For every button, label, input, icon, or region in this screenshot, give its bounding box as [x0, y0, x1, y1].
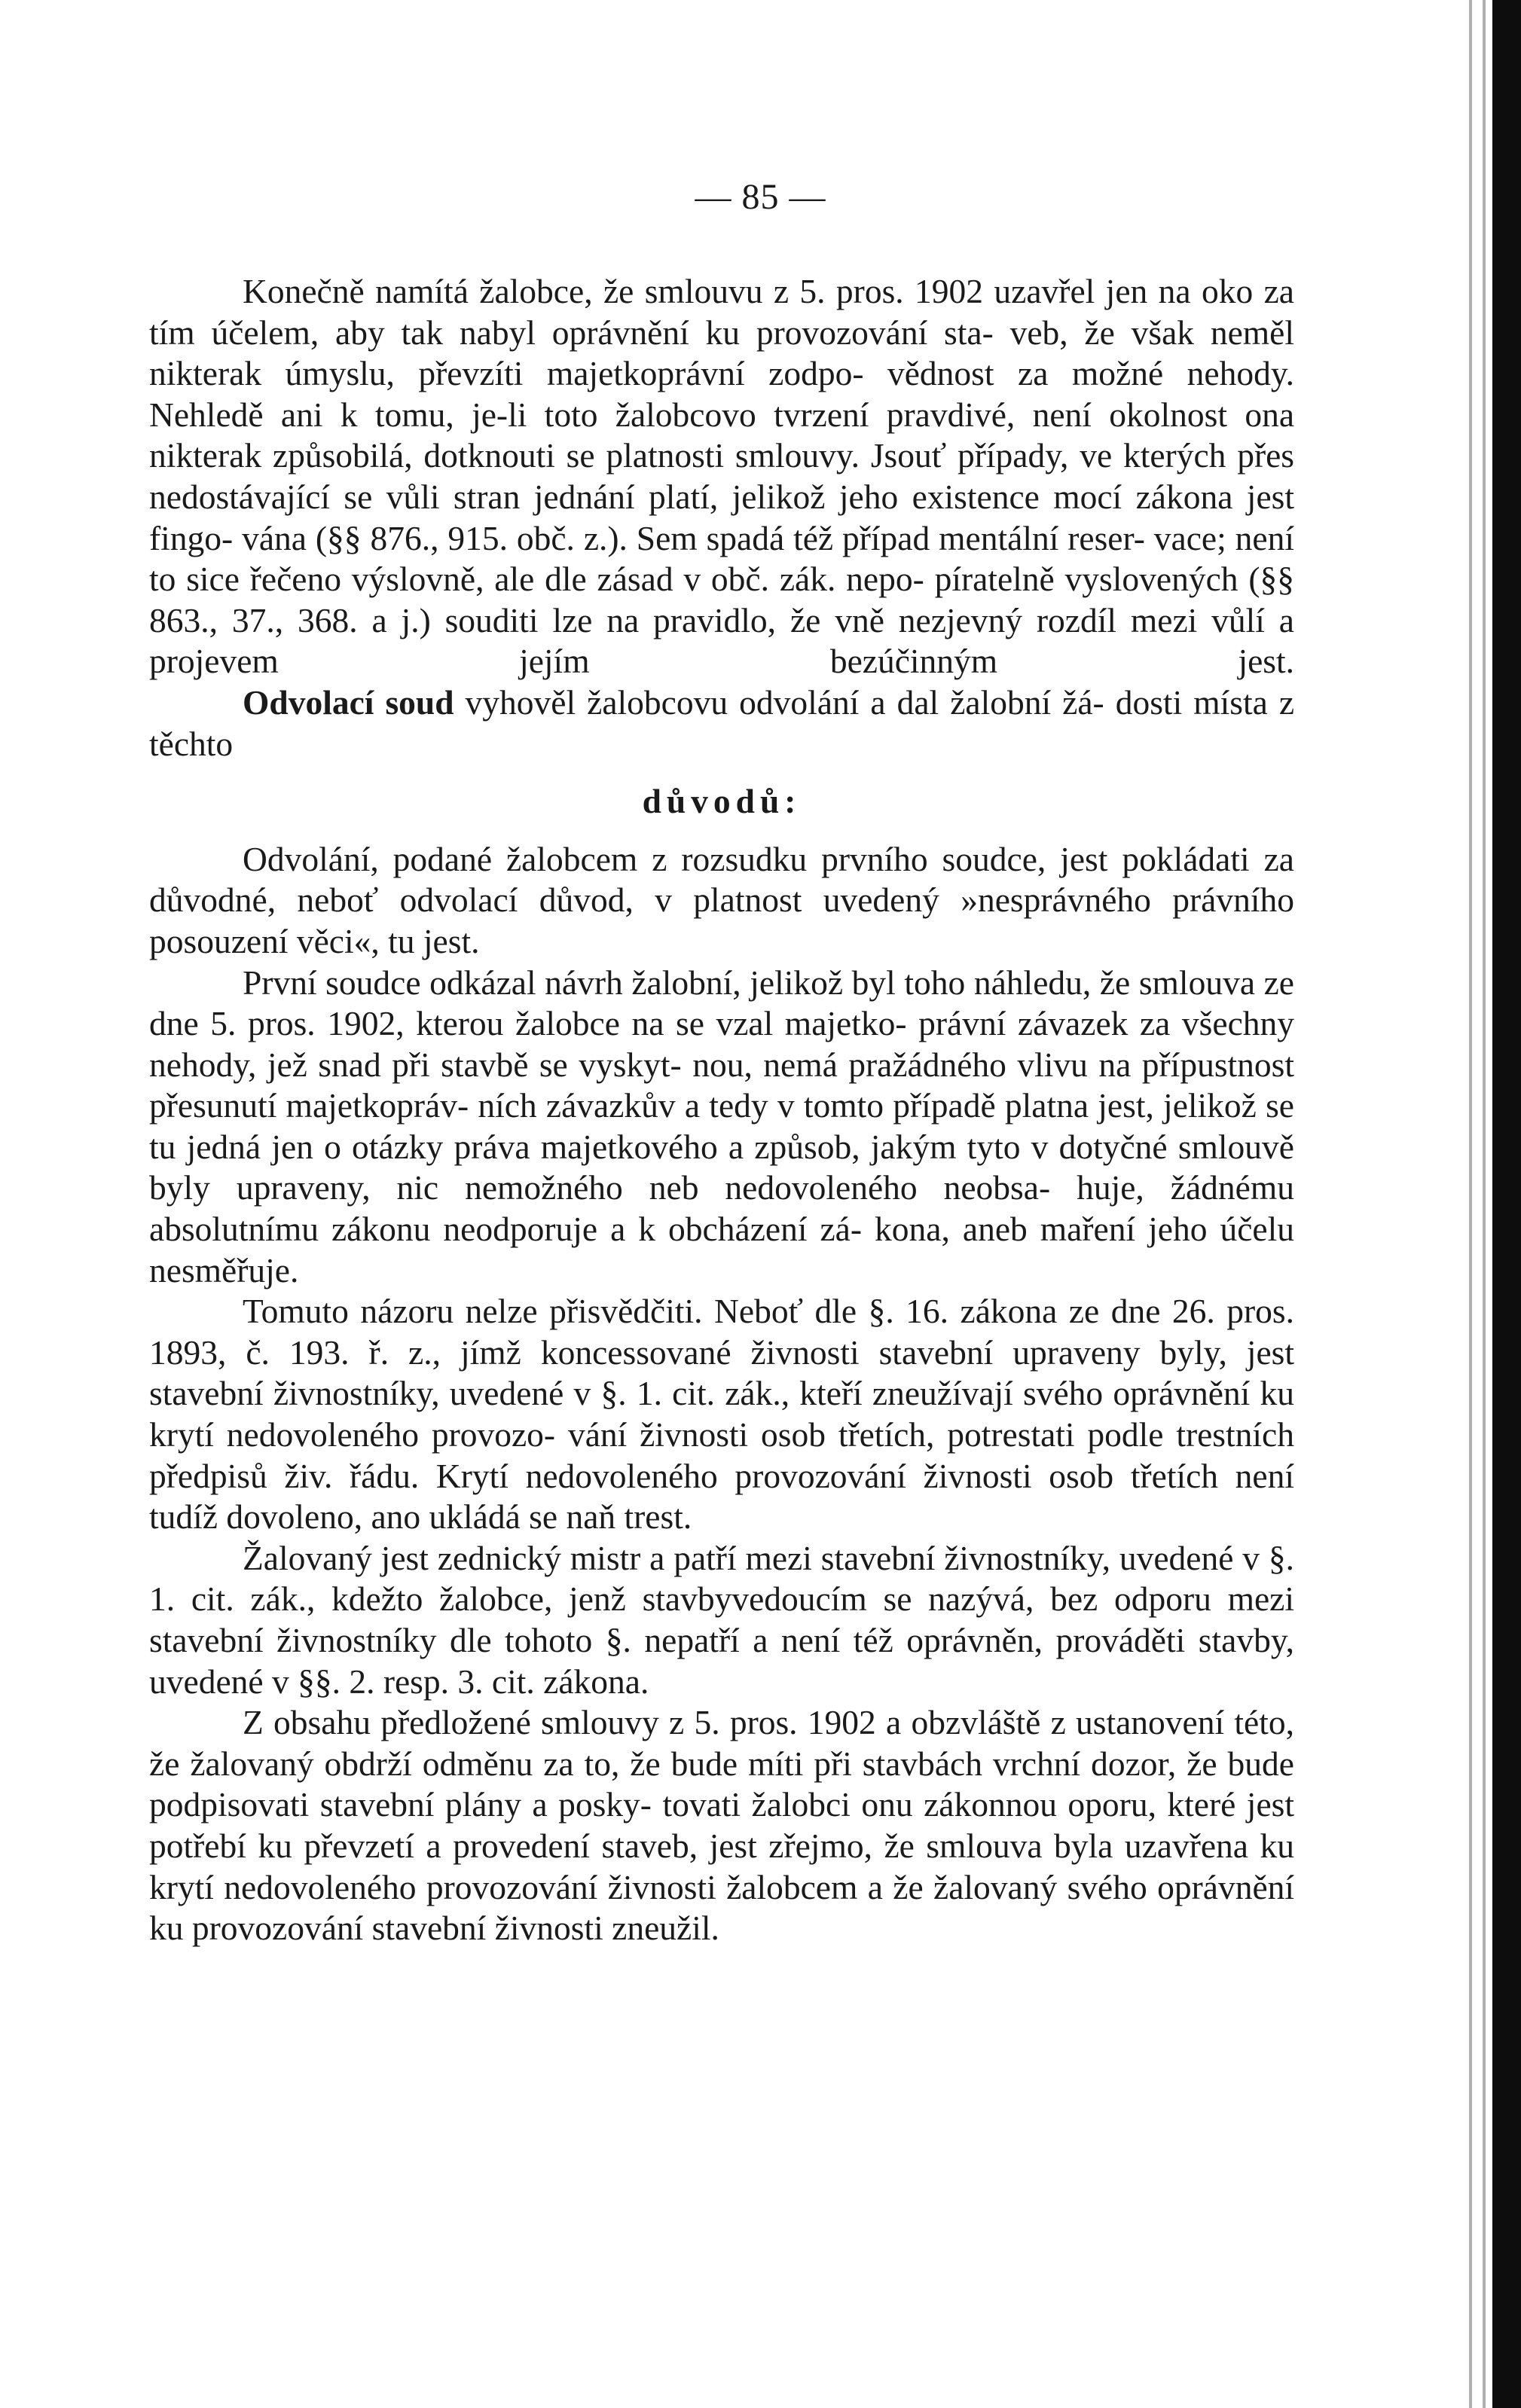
section-heading: důvodů: [642, 782, 802, 821]
text-line: píratelně vyslovených (§§ 863., 37., 368. a j.) souditi lze na pravidlo, [149, 560, 1294, 639]
text-line: Konečně namítá žalobce, že smlouvu z 5. pros. 1902 uzavřel jen [243, 272, 1148, 310]
scan-dark-edge [1492, 0, 1521, 2408]
text-line: kteří zneužívají svého oprávnění ku krytí nedovoleného provozo- [149, 1374, 1295, 1454]
text-line: vůli stran jednání platí, jelikož jeho existence mocí zákona jest fingo- [149, 477, 1294, 557]
text-line: vání živnosti osob třetích, potrestati podle trestních předpisů živ. [149, 1415, 1294, 1495]
text-line: že vně nezjevný rozdíl mezi vůlí a projevem jejím bezúčinným jest. [149, 600, 1294, 681]
text-line: zákona. [543, 1662, 649, 1701]
text-line: a není též oprávněn, prováděti stavby, uvedené v §§. 2. resp. 3. cit. [149, 1621, 1294, 1701]
text-line: uvedené v §. 1. cit. zák., kdežto žalobce, jenž stavbyvedoucím se [149, 1538, 1294, 1619]
paragraph [149, 839, 1294, 963]
text-line: stavbách vrchní dozor, že bude podpisovati stavební plány a posky- [149, 1744, 1294, 1824]
text-line: Tomuto názoru nelze přisvědčiti. Neboť dle §. 16. zákona ze [243, 1292, 1100, 1331]
text-line: tudíž dovoleno, ano ukládá se naň trest. [149, 1497, 692, 1537]
paragraph [149, 271, 1294, 682]
text-line: veb, že však neměl nikterak úmyslu, převzíti majetkoprávní zodpo- [149, 313, 1294, 393]
text-line: »nesprávného právního posouzení věci«, tu jest. [149, 880, 1295, 960]
lead-phrase: Odvolací soud [243, 682, 454, 722]
text-line: smlouvě byly upraveny, nic nemožného neb nedovoleného neobsa- [149, 1127, 1294, 1207]
text-line: vědnost za možné nehody. Nehledě ani k tomu, je-li toto žalobcovo [149, 354, 1294, 434]
scan-edge-line [1469, 0, 1472, 2408]
scan-edge-line [1483, 0, 1486, 2408]
text-line: ních závazkův a tedy v tomto případě platna jest, jelikož se tu jedná [149, 1086, 1294, 1166]
paragraph [149, 963, 1294, 1292]
text-line: vyhověl žalobcovu odvolání a dal žalobní žá- [454, 682, 1104, 722]
paragraph [149, 682, 1294, 765]
text-line: řádu. Krytí nedovoleného provozování živnosti osob třetích není [350, 1456, 1295, 1495]
text-line: nou, nemá pražádného vlivu na přípustnost přesunutí majetkopráv- [149, 1045, 1295, 1125]
text-line: nedovoleného provozování živnosti žalobcem a že žalovaný svého [224, 1867, 1147, 1906]
text-line: Odvolání, podané žalobcem z rozsudku prvního soudce, jest [243, 839, 1108, 878]
text-line: ustanovení této, že žalovaný obdrží odměnu za to, že bude míti při [149, 1703, 1294, 1783]
text-line: provedení staveb, jest zřejmo, že smlouva byla uzavřena ku krytí [149, 1826, 1294, 1906]
text-line: pokládati za důvodné, neboť odvolací důvod, v platnost uvedený [149, 839, 1294, 920]
text-line: vána (§§ 876., 915. obč. z.). Sem spadá též případ mentální reser- [242, 518, 1145, 557]
text-line: platnosti smlouvy. Jsouť případy, ve kterých přes nedostávající se [149, 436, 1295, 516]
paragraph [149, 1291, 1294, 1538]
text-line: jen o otázky práva majetkového a způsob, jakým tyto v dotyčné [271, 1127, 1168, 1166]
text-line: že smlouva ze dne 5. pros. 1902, kterou žalobce na se vzal majetko- [149, 963, 1294, 1043]
text-line: upraveny byly, jest stavební živnostníky, uvedené v §. 1. cit. zák., [149, 1332, 1295, 1413]
text-line: nazývá, bez odporu mezi stavební živnostníky dle tohoto §. nepatří [149, 1579, 1295, 1659]
paragraph [149, 1702, 1294, 1949]
text-line: tovati žalobci onu zákonnou oporu, které jest potřebí ku převzetí a [149, 1785, 1294, 1865]
text-line: právní závazek za všechny nehody, jež snad při stavbě se vyskyt- [149, 1004, 1295, 1084]
text-line: dne 26. pros. 1893, č. 193. ř. z., jímž koncessované živnosti stavební [149, 1292, 1294, 1372]
text-line: dosti místa z těchto [149, 682, 1295, 763]
text-line: tvrzení pravdivé, není okolnost ona nikterak způsobilá, dotknouti se [149, 395, 1295, 475]
text-line: oprávnění ku provozování stavební živnosti zneužil. [149, 1867, 1295, 1948]
text-line: na oko za tím účelem, aby tak nabyl oprávnění ku provozování sta- [149, 272, 1295, 352]
page-number: — 85 — [695, 177, 826, 217]
body-text [149, 271, 1294, 1949]
text-line: huje, žádnému absolutnímu zákonu neodporuje a k obcházení zá- [149, 1168, 1294, 1249]
text-line: kona, aneb maření jeho účelu nesměřuje. [149, 1210, 1295, 1289]
text-line: První soudce odkázal návrh žalobní, jelikož byl toho náhledu, [243, 963, 1092, 1002]
text-line: Z obsahu předložené smlouvy z 5. pros. 1902 a obzvláště z [243, 1703, 1066, 1742]
text-line: Žalovaný jest zednický mistr a patří mezi stavební živnostníky, [243, 1538, 1110, 1577]
paragraph [149, 1538, 1294, 1702]
text-line: vace; není to sice řečeno výslovně, ale dle zásad v obč. zák. nepo- [149, 518, 1295, 599]
